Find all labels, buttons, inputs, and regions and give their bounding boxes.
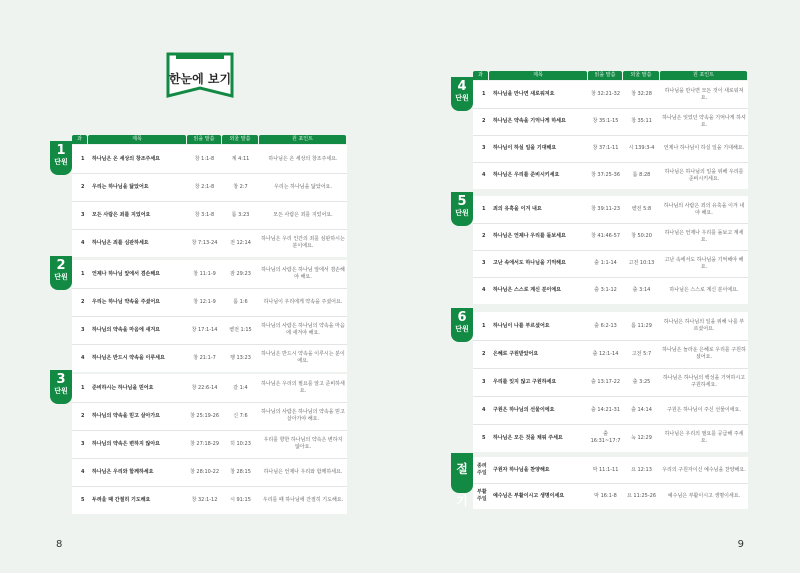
cell-title: 고난 속에서도 하나님을 기억해요 (493, 260, 566, 266)
cell-reading: 창 12:1-9 (193, 298, 216, 305)
cell-point: 하나님은 반드시 약속을 이루시는 분이에요. (261, 351, 345, 364)
table-header (473, 71, 748, 80)
header-point: 원 포인트 (660, 71, 747, 80)
cell-title: 언제나 하나님 앞에서 겸손해요 (92, 270, 161, 277)
cell-reading: 창 41:46-57 (591, 233, 620, 239)
cell-memory: 창 2:7 (233, 183, 248, 190)
cell-reading: 창 21:1-7 (193, 354, 216, 361)
cell-no: 4 (482, 172, 486, 178)
cell-title: 구원자 하나님을 찬양해요 (493, 466, 550, 473)
cell-title: 죄의 유혹을 이겨 내요 (493, 206, 542, 212)
unit-number: 4 (457, 79, 467, 94)
cell-point: 하나님이 우리에게 약속을 주셨어요. (263, 298, 343, 305)
cell-title: 하나님은 반드시 약속을 이루세요 (92, 354, 165, 361)
cell-title: 우리를 잊지 않고 구원하세요 (493, 378, 557, 385)
cell-title: 준비하시는 하나님을 믿어요 (92, 384, 154, 391)
cell-title: 하나님을 만나면 새로워져요 (493, 91, 555, 97)
unit-table (72, 145, 347, 257)
unit-tab (451, 77, 473, 111)
cell-no: 3 (482, 145, 486, 151)
cell-point: 예수님은 부활이시고 생명이세요. (667, 492, 741, 499)
cell-memory: 롬 11:29 (631, 322, 652, 329)
cell-reading: 창 27:18-29 (190, 440, 219, 447)
cell-no: 1 (81, 155, 85, 162)
cell-point: 하나님은 하나님의 일을 위해 우리를 준비시키세요. (664, 168, 744, 182)
table-row (473, 277, 748, 304)
cell-no: 4 (482, 287, 486, 293)
cell-point: 하나님은 우리 인간의 죄를 심판하시는 분이에요. (261, 236, 345, 249)
season-tab: 절기 (451, 453, 473, 493)
cell-point: 하나님은 우리의 필요를 알고 준비하세요. (261, 381, 345, 394)
title-badge (166, 52, 234, 102)
table-row (72, 229, 347, 257)
cell-no: 1 (482, 206, 486, 212)
cell-reading: 창 39:11-23 (591, 206, 620, 212)
cell-title: 하나님이 나를 부르셨어요 (493, 322, 550, 329)
table-row (473, 396, 748, 425)
cell-title: 우리는 하나님을 닮았어요 (92, 183, 149, 190)
cell-reading: 창 7:13-24 (191, 239, 218, 246)
cell-point: 하나님은 언제나 우리를 돌보고 계세요. (664, 229, 744, 243)
cell-title: 하나님은 스스로 계신 분이에요 (493, 287, 562, 293)
table-row (473, 368, 748, 397)
cell-title: 하나님은 언제나 우리를 돌보세요 (493, 233, 566, 239)
cell-point: 우리를 때 하나님에 간절히 기도해요. (262, 496, 344, 503)
cell-title: 우리는 하나님 약속을 주셨어요 (92, 298, 161, 305)
cell-reading: 창 32:21-32 (591, 91, 620, 97)
cell-reading: 창 28:10-22 (190, 468, 219, 475)
unit-word: 단원 (455, 325, 469, 333)
cell-memory: 고전 10:13 (628, 260, 655, 266)
cell-no: 2 (482, 233, 486, 239)
unit-tab (451, 192, 473, 226)
cell-point: 하나님은 스스로 계신 분이에요. (669, 287, 739, 293)
unit-word: 단원 (54, 158, 68, 166)
cell-no: 5 (482, 434, 486, 441)
cell-no: 1 (81, 384, 85, 391)
cell-reading: 창 35:1-15 (592, 118, 619, 124)
table-row (72, 486, 347, 514)
unit-number: 3 (56, 372, 66, 387)
cell-point: 하나님의 사람은 죄의 유혹을 이겨 내야 해요. (663, 202, 745, 216)
cell-reading: 창 25:19-26 (190, 412, 219, 419)
cell-point: 하나님은 놀라운 은혜로 우리를 구원하셨어요. (662, 347, 746, 360)
header-reading: 읽을 말씀 (588, 71, 622, 80)
cell-memory: 출 3:14 (632, 287, 651, 293)
cell-reading: 출 14:21-31 (591, 406, 620, 413)
cell-reading: 창 17:1-14 (191, 326, 218, 333)
table-row (72, 288, 347, 317)
cell-title: 하나님은 약속을 기억나게 하세요 (493, 118, 566, 124)
cell-point: 하나님은 온 세상의 창조주세요. (268, 155, 338, 162)
cell-point: 하나님은 잊었던 약속을 기억나게 하셔요. (662, 114, 746, 128)
cell-no: 종려 주일 (477, 463, 487, 476)
cell-memory: 눅 12:29 (631, 434, 652, 441)
unit-word: 단원 (455, 209, 469, 217)
unit-tab (50, 141, 72, 175)
unit-number: 1 (56, 143, 66, 158)
cell-no: 3 (81, 326, 85, 333)
header-memory: 외울 말씀 (623, 71, 659, 80)
cell-reading: 창 22:6-14 (191, 384, 218, 391)
table-row (473, 135, 748, 163)
cell-point: 모든 사람은 죄를 지었어요. (273, 211, 333, 218)
cell-reading: 출 12:1-14 (592, 350, 619, 357)
cell-reading: 창 37:25-36 (591, 172, 620, 178)
cell-title: 하나님이 하실 일을 기대해요 (493, 145, 557, 151)
header-title: 제목 (88, 135, 186, 144)
cell-point: 하나님의 사람은 하나님 앞에서 겸손해야 해요. (261, 267, 345, 280)
cell-no: 2 (482, 350, 486, 357)
unit-table (72, 374, 347, 514)
cell-memory: 시 139:3-4 (628, 145, 655, 151)
table-row (473, 457, 748, 484)
unit-table (473, 196, 748, 304)
cell-no: 4 (81, 354, 85, 361)
cell-no: 3 (81, 211, 85, 218)
season-table (473, 457, 748, 509)
table-row (72, 458, 347, 487)
cell-reading: 출 3:1-12 (594, 287, 617, 293)
cell-memory: 갈 1:4 (233, 384, 248, 391)
cell-no: 2 (81, 412, 85, 419)
cell-memory: 벧전 1:15 (229, 326, 252, 333)
cell-point: 하나님은 우리의 필요를 공급해 주세요. (664, 431, 744, 444)
cell-memory: 시 91:15 (230, 496, 251, 503)
cell-title: 하나님은 온 세상의 창조주세요 (92, 155, 161, 162)
cell-memory: 전 12:14 (230, 239, 251, 246)
cell-point: 하나님을 만나면 모든 것이 새로워져요. (664, 87, 744, 101)
cell-point: 우리는 하나님을 닮았어요. (274, 183, 332, 190)
cell-reading: 막 16:1-8 (594, 492, 617, 499)
cell-memory: 롬 8:28 (632, 172, 651, 178)
unit-word: 단원 (54, 273, 68, 281)
table-row (473, 81, 748, 109)
cell-memory: 요 11:25-26 (627, 492, 656, 499)
cell-no: 4 (482, 406, 486, 413)
cell-reading: 창 37:1-11 (592, 145, 619, 151)
cell-point: 하나님의 사람은 하나님의 약속을 믿고 살아가야 해요. (261, 409, 345, 422)
cell-memory: 창 50:20 (631, 233, 652, 239)
page-number-right: 9 (737, 539, 744, 550)
cell-no: 부활 주일 (477, 489, 487, 502)
table-row (473, 223, 748, 251)
unit-table (72, 260, 347, 372)
table-row (72, 173, 347, 202)
cell-no: 2 (482, 118, 486, 124)
cell-point: 언제나 하나님이 하실 일을 기대해요. (663, 145, 745, 151)
header-point: 원 포인트 (259, 135, 346, 144)
cell-title: 하나님의 약속을 마음에 새겨요 (92, 326, 161, 333)
table-row (473, 340, 748, 369)
cell-no: 3 (81, 440, 85, 447)
unit-table (473, 312, 748, 452)
cell-no: 3 (482, 378, 486, 385)
cell-point: 하나님은 하나님의 일을 위해 나를 부르셨어요. (663, 319, 745, 332)
cell-memory: 창 28:15 (230, 468, 251, 475)
unit-tab (451, 308, 473, 342)
cell-reading: 막 11:1-11 (592, 466, 619, 473)
cell-memory: 요 12:13 (631, 466, 652, 473)
cell-no: 2 (81, 183, 85, 190)
cell-memory: 잠 29:23 (230, 270, 251, 277)
cell-memory: 롬 1:6 (233, 298, 248, 305)
unit-number: 6 (457, 310, 467, 325)
cell-title: 하나님은 우리와 함께하세요 (92, 468, 154, 475)
cell-no: 3 (482, 260, 486, 266)
table-row (473, 250, 748, 278)
header-memory: 외울 말씀 (222, 135, 258, 144)
cell-no: 4 (81, 468, 85, 475)
cell-no: 1 (81, 270, 85, 277)
table-row (72, 374, 347, 403)
table-row (473, 196, 748, 224)
cell-reading: 창 3:1-8 (194, 211, 215, 218)
cell-memory: 계 4:11 (231, 155, 250, 162)
cell-title: 두려울 때 간절히 기도해요 (92, 496, 151, 503)
cell-no: 2 (81, 298, 85, 305)
cell-title: 하나님은 모든 것을 채워 주세요 (493, 434, 563, 441)
cell-memory: 행 13:23 (230, 354, 251, 361)
cell-point: 우리를 향한 하나님의 약속은 변하지 않아요. (263, 437, 343, 450)
cell-reading: 출 16:31~17:7 (590, 431, 621, 444)
cell-memory: 히 10:23 (230, 440, 251, 447)
unit-table (473, 81, 748, 189)
cell-memory: 고전 5:7 (631, 350, 652, 357)
cell-memory: 창 32:28 (631, 91, 652, 97)
table-row (72, 316, 347, 345)
table-row (72, 344, 347, 372)
cell-memory: 롬 3:23 (231, 211, 250, 218)
table-row (473, 424, 748, 452)
cell-no: 1 (482, 322, 486, 329)
cell-reading: 창 32:1-12 (191, 496, 218, 503)
unit-tab (50, 370, 72, 404)
cell-title: 하나님의 약속을 믿고 살아가요 (92, 412, 161, 419)
cell-reading: 창 11:1-9 (193, 270, 216, 277)
cell-title: 하나님은 우리를 준비시키세요 (493, 172, 560, 178)
unit-number: 2 (56, 258, 66, 273)
header-reading: 읽을 말씀 (187, 135, 221, 144)
cell-title: 모든 사람은 죄를 지었어요 (92, 211, 151, 218)
cell-memory: 출 14:14 (631, 406, 652, 413)
cell-memory: 신 7:6 (233, 412, 248, 419)
table-row (473, 483, 748, 509)
cell-memory: 벧전 5:8 (631, 206, 652, 212)
table-header (72, 135, 347, 144)
cell-reading: 출 6:2-13 (594, 322, 617, 329)
unit-word: 단원 (54, 387, 68, 395)
cell-point: 고난 속에서도 하나님을 기억해야 해요. (664, 256, 744, 270)
page-title: 한눈에 보기 (168, 72, 232, 86)
unit-word: 단원 (455, 94, 469, 102)
table-row (473, 312, 748, 341)
page-number-left: 8 (56, 539, 63, 550)
unit-tab (50, 256, 72, 290)
cell-reading: 출 13:17-22 (591, 378, 620, 385)
header-title: 제목 (489, 71, 587, 80)
table-row (72, 430, 347, 459)
cell-reading: 창 2:1-8 (194, 183, 215, 190)
cell-no: 4 (81, 239, 85, 246)
cell-no: 5 (81, 496, 85, 503)
header-no: 과 (473, 71, 488, 80)
table-row (72, 402, 347, 431)
cell-point: 하나님은 언제나 우리와 함께하세요. (263, 468, 343, 475)
cell-reading: 창 1:1-8 (194, 155, 215, 162)
table-row (473, 162, 748, 189)
cell-point: 우리의 구원자이신 예수님을 찬양해요. (662, 466, 746, 473)
cell-title: 하나님의 약속은 변하지 않아요 (92, 440, 161, 447)
unit-number: 5 (457, 194, 467, 209)
cell-title: 예수님은 부활이시고 생명이세요 (493, 492, 565, 499)
cell-reading: 출 1:1-14 (594, 260, 617, 266)
table-row (72, 201, 347, 230)
table-row (72, 260, 347, 289)
cell-memory: 출 3:25 (632, 378, 651, 385)
cell-memory: 창 35:11 (631, 118, 652, 124)
cell-title: 은혜로 구원받았어요 (493, 350, 539, 357)
table-row (473, 108, 748, 136)
table-row (72, 145, 347, 174)
header-no: 과 (72, 135, 87, 144)
cell-no: 1 (482, 91, 486, 97)
cell-title: 구원은 하나님의 선물이에요 (493, 406, 555, 413)
cell-point: 하나님의 사람은 하나님의 약속을 마음에 새겨야 해요. (261, 323, 345, 336)
cell-point: 구원은 하나님이 주신 선물이에요. (667, 406, 741, 413)
cell-point: 하나님은 하나님의 백성을 기억하시고 구원하세요. (662, 375, 746, 388)
cell-title: 하나님은 죄를 심판하세요 (92, 239, 149, 246)
